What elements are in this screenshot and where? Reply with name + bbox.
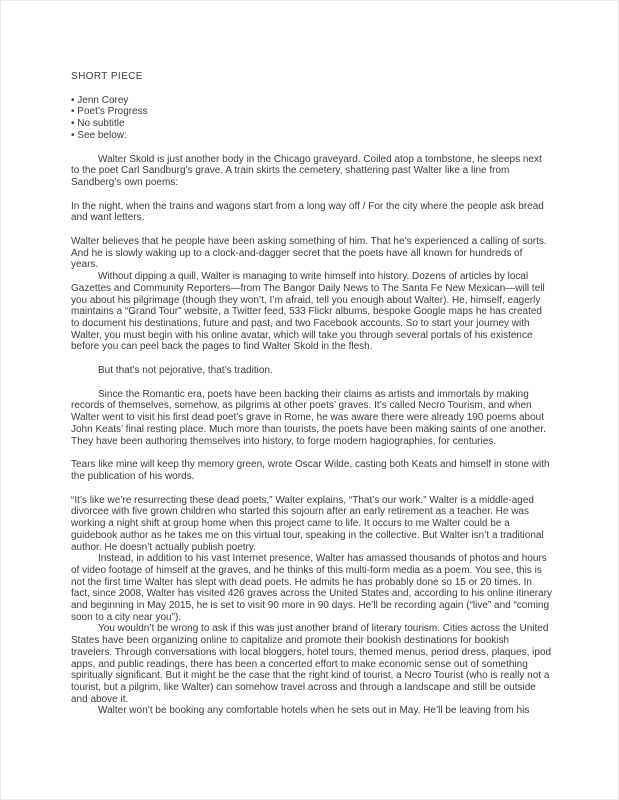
bullet-item-author: • Jenn Corey	[71, 95, 552, 107]
paragraph-poem-quote: In the night, when the trains and wagons start from a long way off / For the city where the people ask bread and want letters.	[71, 200, 544, 224]
paragraph-intro: Walter Skold is just another body in the Chicago graveyard. Coiled atop a tombstone, he sleeps next to the poet Carl Sandburg’s grave. A train skirts the cemetery, shattering past Walter like a line from Sandberg’s own poems:	[71, 153, 542, 188]
meta-bullet-list	[71, 95, 552, 142]
paragraph-resurrecting: “It’s like we’re resurrecting these dead poets,” Walter explains, “That’s our work.” Walter is a middle-aged divorcee with five grown children who started this sojourn after an early retirement as a teacher. He was working a night shift at group home when this project came to life. It occurs to me Walter could be a guidebook author as he takes me on this virtual tour, speaking in the collective. But Walter isn’t a traditional author. He doesn’t actually publish poetry.	[71, 494, 544, 553]
paragraph-tradition: But that’s not pejorative, that’s tradition.	[98, 365, 273, 377]
paragraph-romantic-era: Since the Romantic era, poets have been backing their claims as artists and immortals by making records of themselves, somehow, as pilgrims at other poets’ graves. It’s called Necro Tourism, and when Walter went to visit his first dead poet’s grave in Rome, he was aware there were already 190 poems about John Keats’ final resting place. Much more than tourists, the poets have been making saints of one another. They have been authoring themselves into history, to forge modern hagiographies, for centuries.	[71, 388, 546, 447]
paragraph-oscar-wilde-quote: Tears like mine will keep thy memory green, wrote Oscar Wilde, casting both Keats and himself in stone with the publication of his words.	[71, 459, 550, 482]
paragraph-walter-believes: Walter believes that he people have been asking something of him. That he’s experienced a calling of sorts. And he is slowly waking up to a clock-and-dagger secret that the poets have all known for hundreds of years.	[71, 236, 547, 271]
paragraph-without-dipping: Without dipping a quill, Walter is managing to write himself into history. Dozens of articles by local Gazettes and Community Reporters—from The Bangor Daily News to The Santa Fe New Mexican—will tell you about his pilgrimage (though they won’t, I’m afraid, tell you enough about Walter). He, himself, eagerly maintains a “Grand Tour” website, a Twitter feed, 533 Flickr albums, bespoke Google maps he has created to document his destinations, future and past, and two Facebook accounts. So to start your journey with Walter, you must begin with his online avatar, which will take you through several portals of his existence before you can peel back the pages to find Walter Skold in the flesh.	[71, 271, 545, 353]
paragraph-instead: Instead, in addition to his vast Internet presence, Walter has amassed thousands of photos and hours of video footage of himself at the graves, and he thinks of this multi-form media as a poem. You see, this is not the first time Walter has slept with dead poets. He admits he has probably done so 15 or 20 times. In fact, since 2008, Walter has visited 426 graves across the United States and, according to his online itinerary and beginning in May 2015, he is set to visit 90 more in 90 days. He’ll be recording again (“live” and “coming soon to a city near you”).	[71, 553, 552, 623]
bullet-item-piece-title: • Poet’s Progress	[71, 106, 552, 118]
bullet-item-subtitle: • No subtitle	[71, 118, 552, 130]
page-title: SHORT PIECE	[71, 71, 143, 82]
bullet-item-see-below: • See below:	[71, 130, 552, 142]
paragraph-literary-tourism: You wouldn’t be wrong to ask if this was just another brand of literary tourism. Cities across the United States have been organizing online to capitalize and promote their bookish destinations for bookish travelers. Through conversations with local bloggers, hotel tours, themed menus, period dress, plaques, ipod apps, and public readings, there has been a concerted effort to make economic sense out of something spiritually significant. But it might be the case that the right kind of tourist, a Necro Tourist (who is really not a tourist, but a pilgrim, like Walter) can somehow travel across and through a landscape and still be outside and above it.	[71, 623, 552, 705]
paragraph-no-hotels: Walter won’t be booking any comfortable hotels when he sets out in May. He’ll be leaving from his	[98, 705, 530, 717]
